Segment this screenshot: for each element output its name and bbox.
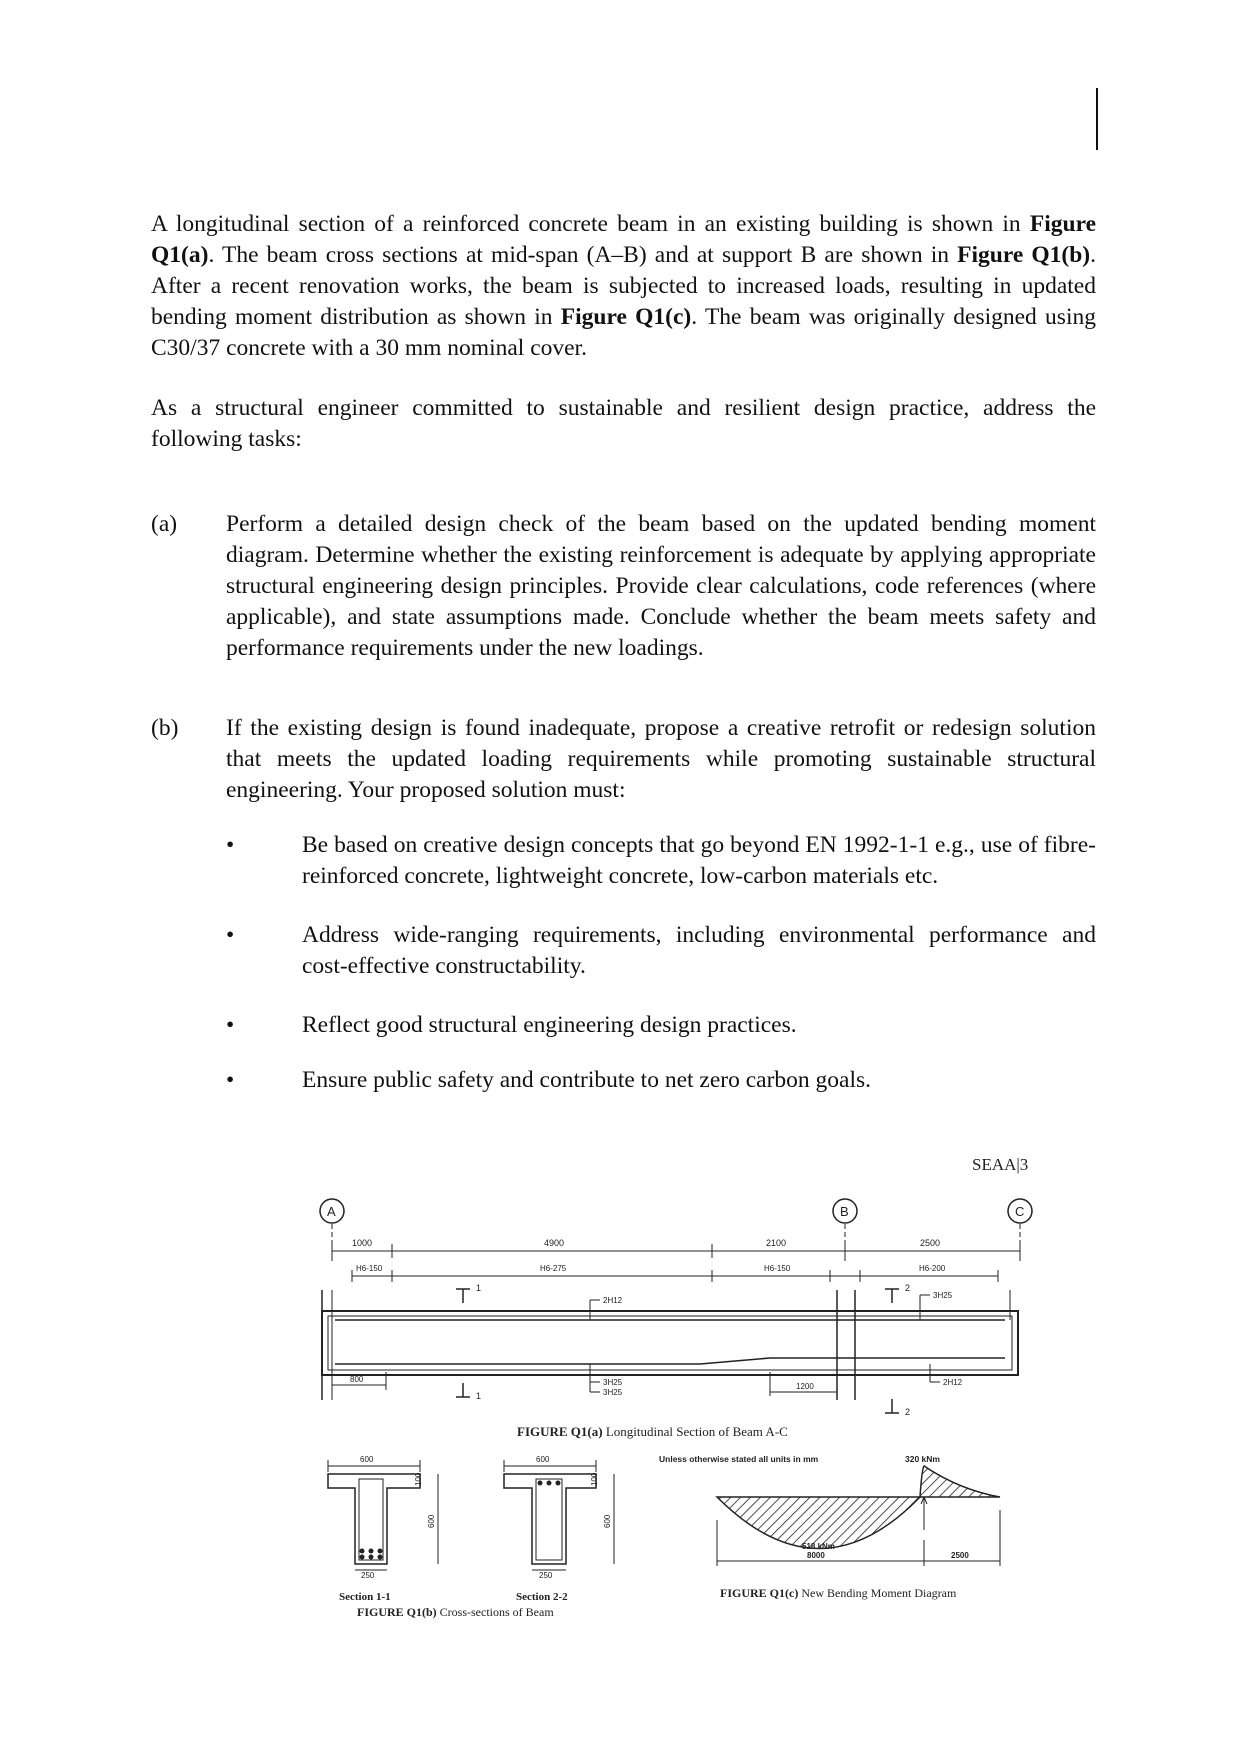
sagging-moment-region <box>717 1497 920 1549</box>
span-8000: 8000 <box>807 1551 825 1560</box>
beam-inner-outline <box>328 1316 1012 1370</box>
span-moment-label: 518 kNm <box>802 1542 835 1551</box>
bullet-marker: • <box>226 1012 235 1038</box>
bar-3h25-bottom-2: 3H25 <box>603 1388 623 1397</box>
dim-1200: 1200 <box>796 1382 814 1391</box>
section-2-depth: 600 <box>603 1514 612 1528</box>
question-a-text: Perform a detailed design check of the beam based on the updated bending moment diagram. Determine whether the existing reinforcement is adequate by applying appropriate structural engineering design principles. Provide clear calculations, code references (where applicable), and state assumptions made. Conclude whether the beam meets safety and performance requirements under the new loadings. <box>226 511 1096 661</box>
section-2-top-label: 2 <box>905 1283 911 1293</box>
link-h6-150-left: H6-150 <box>356 1264 383 1273</box>
grid-label-a: A <box>327 1204 336 1219</box>
bar-2h12-bottom: 2H12 <box>943 1378 963 1387</box>
question-b-text: If the existing design is found inadequate, propose a creative retrofit or redesign solution that meets the updated loading requirements while promoting sustainable structural engineering. Your proposed solution must: <box>226 715 1096 803</box>
grid-label-c: C <box>1015 1204 1025 1219</box>
bar-3h25-top: 3H25 <box>933 1291 953 1300</box>
figure-ref-q1a: Figure Q1(a) <box>151 211 1096 268</box>
section-1-top-label: 1 <box>476 1283 482 1293</box>
units-note: Unless otherwise stated all units in mm <box>659 1454 819 1464</box>
section-2-bottom-label: 2 <box>905 1407 911 1417</box>
bullet-item: Reflect good structural engineering design practices. <box>302 1012 797 1038</box>
section-1-web: 250 <box>361 1571 375 1580</box>
figure-ref-q1b: Figure Q1(b) <box>957 242 1091 268</box>
section-2-flange: 100 <box>590 1472 599 1486</box>
hogging-moment-region <box>920 1466 1000 1497</box>
figure-q1b <box>328 1455 614 1619</box>
section-2-width: 600 <box>536 1455 550 1464</box>
intro-text-3: . After a recent renovation works, the beam is subjected to increased loads, resulting in updated bending moment distribution as shown in <box>151 242 1097 330</box>
dim-2100: 2100 <box>766 1238 787 1248</box>
bullet-marker: • <box>226 922 235 948</box>
question-b-label: (b) <box>151 715 179 741</box>
bullet-item: Be based on creative design concepts that go beyond EN 1992-1-1 e.g., use of fibre-reinforced concrete, lightweight concrete, low-carbon materials etc. <box>302 832 1096 889</box>
bullet-marker: • <box>226 1067 235 1093</box>
figure-ref-q1c: Figure Q1(c) <box>560 304 692 330</box>
intro-text-4: . The beam was originally designed using C30/37 concrete with a 30 mm nominal cover. <box>151 304 1096 361</box>
figure-q1b-caption <box>357 1605 554 1619</box>
figure-q1a <box>320 1155 1032 1439</box>
link-h6-275: H6-275 <box>540 1264 567 1273</box>
section-2-link <box>536 1479 562 1560</box>
figure-q1b-caption-bold: FIGURE Q1(b) <box>357 1605 437 1619</box>
task-intro-paragraph: As a structural engineer committed to sustainable and resilient design practice, address the following tasks: <box>151 395 1096 452</box>
figure-q1c-caption-text: New Bending Moment Diagram <box>798 1586 957 1600</box>
section-1-flange: 100 <box>414 1472 423 1486</box>
figure-q1a-caption-text: Longitudinal Section of Beam A-C <box>602 1424 788 1439</box>
section-1-link <box>359 1479 383 1560</box>
figure-q1c-caption <box>720 1586 957 1600</box>
dim-2500: 2500 <box>920 1238 941 1248</box>
bullet-item: Ensure public safety and contribute to net zero carbon goals. <box>302 1067 872 1093</box>
figure-q1c-caption-bold: FIGURE Q1(c) <box>720 1586 799 1600</box>
section-1-bottom-label: 1 <box>476 1391 482 1401</box>
page-header-mark: SEAA|3 <box>972 1155 1029 1174</box>
section-1-depth: 600 <box>427 1514 436 1528</box>
dim-800: 800 <box>350 1375 364 1384</box>
span-2500: 2500 <box>951 1551 969 1560</box>
section-1-width: 600 <box>360 1455 374 1464</box>
bullet-item: Address wide-ranging requirements, including environmental performance and cost-effective constructability. <box>302 922 1096 979</box>
figure-q1a-caption <box>517 1424 788 1439</box>
dim-4900: 4900 <box>544 1238 565 1248</box>
link-h6-200: H6-200 <box>919 1264 946 1273</box>
section-2-outline <box>504 1474 596 1564</box>
grid-label-b: B <box>840 1204 849 1219</box>
bar-3h25-bottom-1: 3H25 <box>603 1378 623 1387</box>
section-2-title: Section 2-2 <box>516 1591 568 1603</box>
support-moment-label: 320 kNm <box>905 1454 940 1464</box>
intro-text-1: A longitudinal section of a reinforced concrete beam in an existing building is shown in <box>151 211 1030 237</box>
figure-q1b-caption-text: Cross-sections of Beam <box>436 1605 554 1619</box>
intro-text-2: . The beam cross sections at mid-span (A–B) and at support B are shown in <box>208 242 958 268</box>
figure-q1a-caption-bold: FIGURE Q1(a) <box>517 1424 603 1439</box>
bar-2h12-top: 2H12 <box>603 1296 623 1305</box>
figure-q1c <box>659 1454 1000 1600</box>
section-2-web: 250 <box>539 1571 553 1580</box>
section-1-outline <box>328 1474 420 1564</box>
dim-1000: 1000 <box>352 1238 373 1248</box>
question-a-label: (a) <box>151 511 178 537</box>
bullet-marker: • <box>226 832 235 858</box>
section-1-title: Section 1-1 <box>339 1591 391 1603</box>
link-h6-150-right: H6-150 <box>764 1264 791 1273</box>
